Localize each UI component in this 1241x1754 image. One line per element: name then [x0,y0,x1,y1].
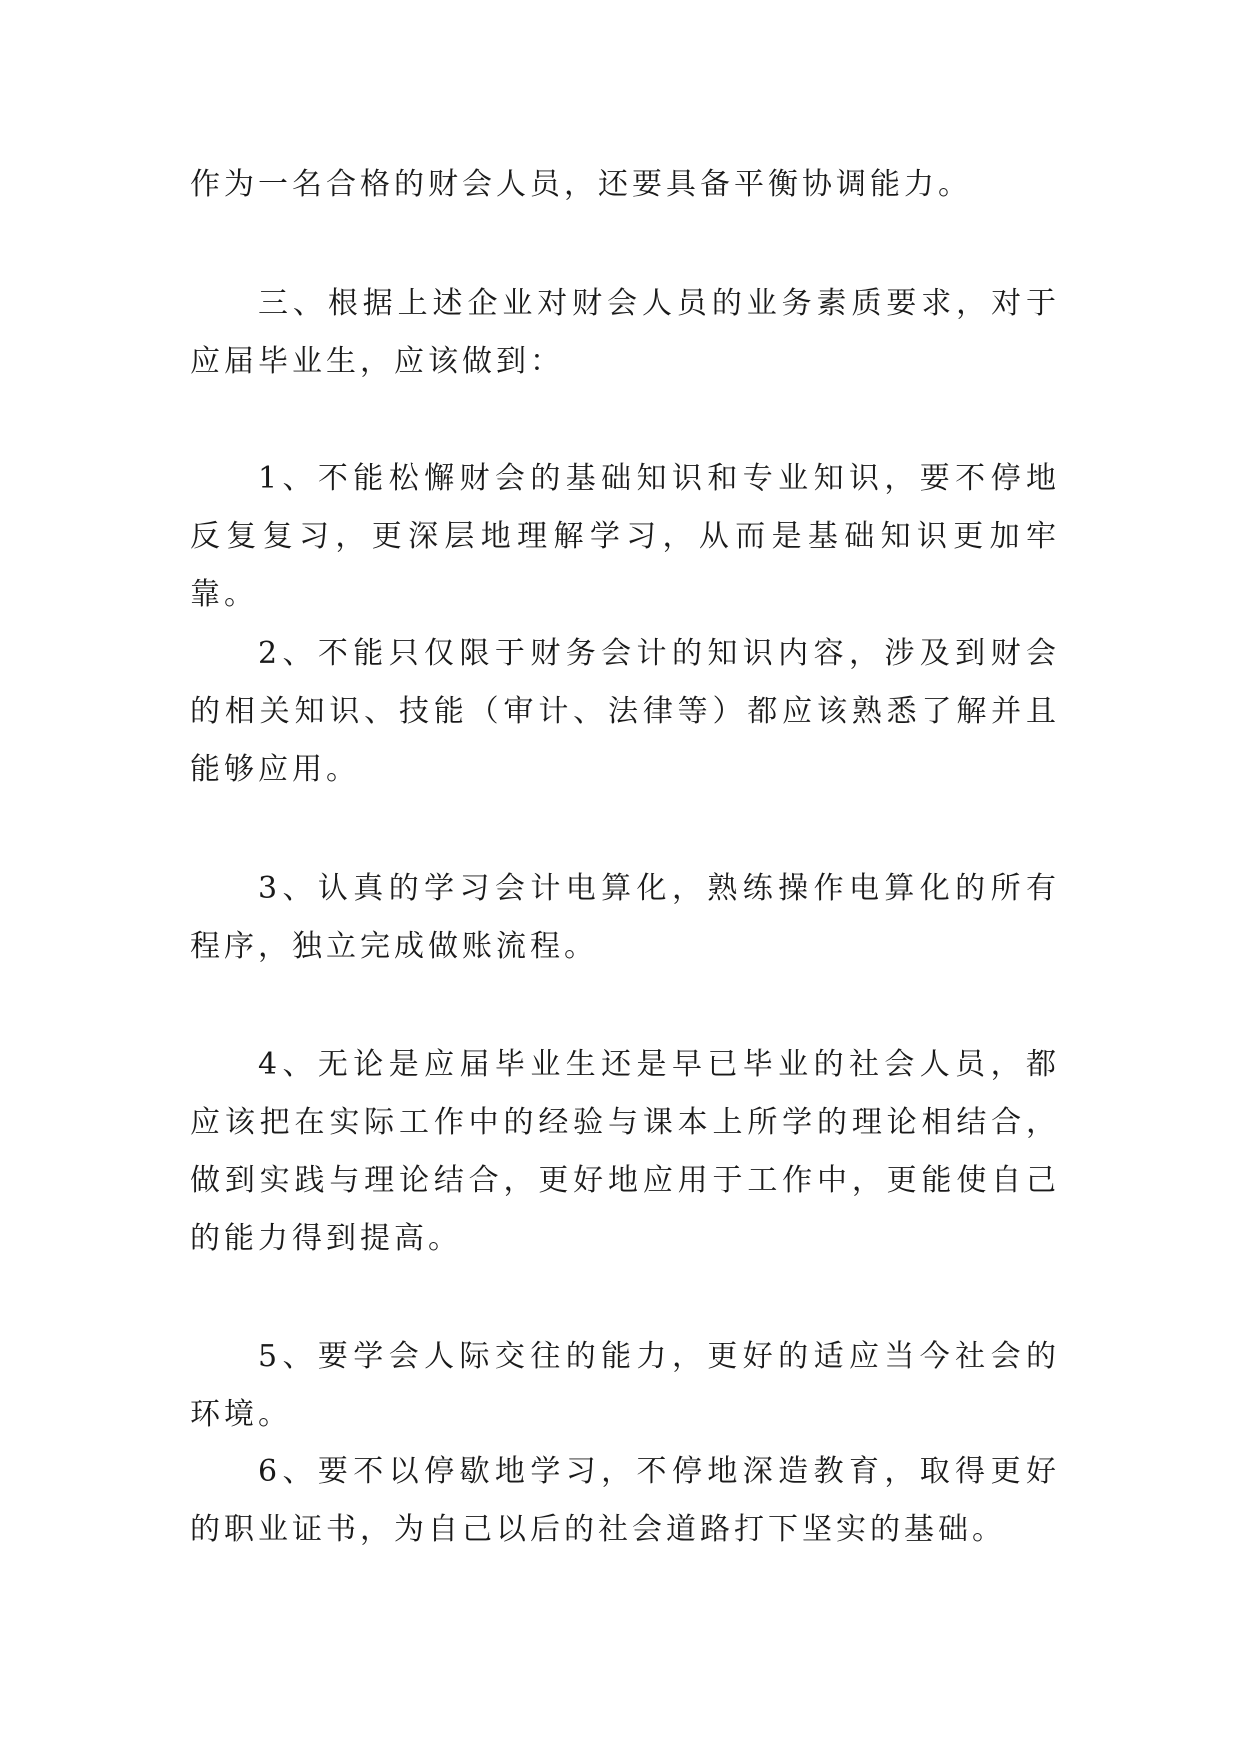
paragraph-item-4: 4、无论是应届毕业生还是早已毕业的社会人员，都应该把在实际工作中的经验与课本上所学的理论相结合，做到实践与理论结合，更好地应用于工作中，更能使自己的能力得到提高。 [190,1047,1060,1256]
paragraph-section-three: 三、根据上述企业对财会人员的业务素质要求，对于应届毕业生，应该做到： [190,286,1060,379]
paragraph-item-6: 6、要不以停歇地学习，不停地深造教育，取得更好的职业证书，为自己以后的社会道路打下坚实的基础。 [190,1454,1060,1547]
paragraph-item-5: 5、要学会人际交往的能力，更好的适应当今社会的环境。 [190,1339,1060,1432]
paragraph-item-1: 1、不能松懈财会的基础知识和专业知识，要不停地反复复习，更深层地理解学习，从而是基础知识更加牢靠。 [190,461,1060,612]
paragraph-continuation: 作为一名合格的财会人员，还要具备平衡协调能力。 [190,167,972,202]
paragraph-item-2: 2、不能只仅限于财务会计的知识内容，涉及到财会的相关知识、技能（审计、法律等）都应该熟悉了解并且能够应用。 [190,636,1060,787]
paragraph-item-3: 3、认真的学习会计电算化，熟练操作电算化的所有程序，独立完成做账流程。 [190,871,1060,964]
